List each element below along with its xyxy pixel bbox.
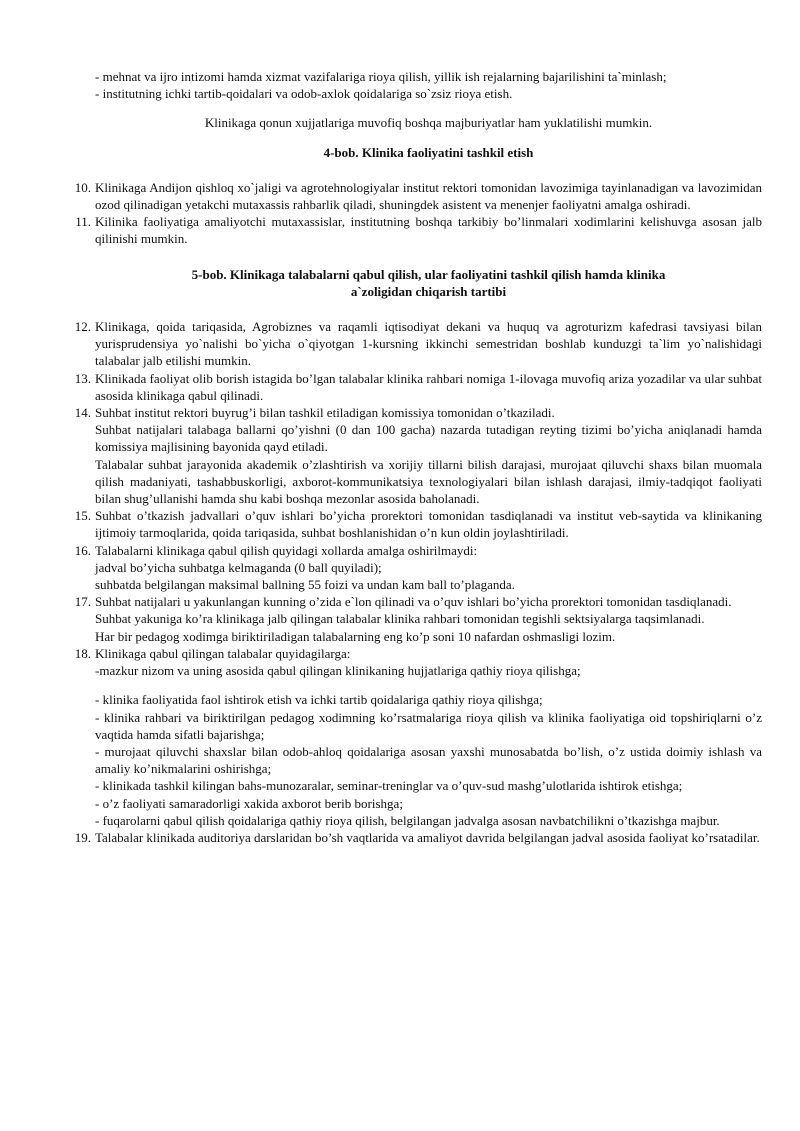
chapter-5-title-line-2: a`zoligidan chiqarish tartibi [350,283,507,299]
item-text: - klinika faoliyatida faol ishtirok etish va ichki tartib qoidalariga qathiy rioya qilishga; [95,692,543,708]
item-text: Talabalarni klinikaga qabul qilish quyidagi xollarda amalga oshirilmaydi: [95,542,478,558]
item-text: Talabalar klinikada auditoriya darslaridan bo’sh vaqtlarida va amaliyot davrida belgilangan jadval asosida faoliyat ko’rsatadilar. [95,829,760,845]
item-text: Suhbat natijalari u yakunlangan kunning o’zida e`lon qilinadi va o’quv ishlari bo’yicha prorektori tomonidan tasdiqlanadi. [95,594,732,610]
item-text: jadval bo’yicha suhbatga kelmaganda (0 ball quyiladi); [95,559,382,575]
item-number: 10. [74,179,91,195]
item-text: Suhbat institut rektori buyrug’i bilan tashkil etiladigan komissiya tomonidan o’tkaziladi. [95,405,555,421]
item-text: Talabalar suhbat jarayonida akademik o’zlashtirish va xorijiy tillarni bilish darajasi, murojaat qiluvchi shaxs bilan muomala qilish madaniyati, tashabbuskorligi, axborot-kommunikatsiya texnologiyalari bilan ishlash darajasi, ilmiy-tadqiqot faoliyati bilan shug’ullanishi hamda shu kabi boshqa mezonlar asosida baholanadi. [95,456,762,507]
list-item [74,179,762,213]
item-number: 15. [74,508,91,524]
item-text: Suhbat o’tkazish jadvallari o’quv ishlari bo’yicha prorektori tomonidan tasdiqlanadi va institut veb-saytida va klinikaning ijtimoiy tarmoqlarida, qoida tariqasida, suhbat boshlanishidan o’n kun oldin joylashtiriladi. [95,508,762,541]
item-number: 12. [74,319,91,335]
item-text: Suhbat natijalari talabaga ballarni qo’yishni (0 dan 100 gacha) nazarda tutadigan reyting tizimi bo’yicha aniqlanadi hamda komissiya majlisining bayonida qayd etiladi. [95,422,762,455]
item-number: 19. [74,829,91,845]
list-item [74,645,762,829]
item-number: 18. [74,645,91,661]
list-item [74,370,762,404]
list-item [74,318,762,370]
item-number: 17. [74,594,91,610]
list-item [74,593,762,645]
chapter-5-list [74,318,762,846]
intro-line-1: - mehnat va ijro intizomi hamda xizmat vazifalariga rioya qilish, yillik ish rejalarning bajarilishini ta`minlash; [95,69,667,84]
item-text: Klinikaga qabul qilingan talabalar quyidagilarga: [95,645,351,661]
list-item [74,542,762,594]
list-item [75,213,762,247]
list-item [74,404,762,507]
item-number: 11. [75,214,91,230]
document-body [74,68,762,846]
item-text: - klinika rahbari va biriktirilgan pedagog xodimning ko’rsatmalariga rioya qilish va klinika faoliyatiga oid topshiriqlarni o’z vaqtida hamda sifatli bajarishga; [95,709,762,742]
item-text: Klinikaga Andijon qishloq xo`jaligi va agrotehnologiyalar institut rektori tomonidan lavozimiga tayinlanadigan va lavozimidan ozod qilinadigan yetakchi mutaxassis rahbarlik qiladi, shuningdek asistent va menenjer faoliyatni amalga oshiradi. [95,179,762,213]
list-item [74,507,762,541]
item-text: Kilinika faoliyatiga amaliyotchi mutaxassislar, institutning boshqa tarkibiy bo’linmalari xodimlarini kelishuvga asosan jalb qilinishi mumkin. [95,214,762,247]
list-item [74,829,762,846]
item-number: 13. [74,370,91,386]
chapter-4-title: 4-bob. Klinika faoliyatini tashkil etish [323,144,534,160]
item-text: Klinikaga, qoida tariqasida, Agrobiznes va raqamli iqtisodiyat dekani va huquq va agroturizm kafedrasi tavsiyasi bilan yurisprudensiya yo`nalishi bo`yicha o`qiyotgan 1-kursning ikkinchi semestridan boshlab kunduzgi ta`lim yo`nalishidagi talabalar jalb etilishi mumkin. [95,319,762,369]
item-number: 14. [74,405,91,421]
item-number: 16. [74,542,91,558]
item-text: - fuqarolarni qabul qilish qoidalariga qathiy rioya qilish, belgilangan jadvalga asosan navbatchilikni o’tkazishga majbur. [95,812,720,828]
item-text: - o’z faoliyati samaradorligi xakida axborot berib borishga; [95,795,403,811]
item-text: -mazkur nizom va uning asosida qabul qilingan klinikaning hujjatlariga qathiy rioya qilishga; [95,663,581,679]
chapter-5-title-line-1: 5-bob. Klinikaga talabalarni qabul qilish, ular faoliyatini tashkil qilish hamda klinika [191,266,666,282]
item-text: Suhbat yakuniga ko’ra klinikaga jalb qilingan talabalar klinika rahbari tomonidan tegishli sektsiyalarga taqsimlanadi. [95,611,705,627]
item-text: - klinikada tashkil kilingan bahs-munozaralar, seminar-treninglar va o’quv-sud mashg’ulotlarida ishtirok etishga; [95,778,683,794]
chapter-4-list [74,179,762,248]
item-text: Klinikada faoliyat olib borish istagida bo’lgan talabalar klinika rahbari nomiga 1-ilovaga muvofiq ariza yozadilar va ular suhbat asosida klinikaga qabul qilinadi. [95,370,762,403]
intro-note: Klinikaga qonun xujjatlariga muvofiq boshqa majburiyatlar ham yuklatilishi mumkin. [204,115,653,131]
item-text: - murojaat qiluvchi shaxslar bilan odob-ahloq qoidalariga asosan yaxshi munosabatda bo’lish, o’z ustida doimiy ishlash va amaliy ko’nikmalarini oshirishga; [95,743,762,777]
item-text: Har bir pedagog xodimga biriktiriladigan talabalarning eng ko’p soni 10 nafardan oshmasligi lozim. [95,628,616,644]
item-text: suhbatda belgilangan maksimal ballning 55 foizi va undan kam ball to’plaganda. [95,577,515,593]
intro-line-2: - institutning ichki tartib-qoidalari va odob-axlok qoidalariga so`zsiz rioya etish. [95,86,513,102]
